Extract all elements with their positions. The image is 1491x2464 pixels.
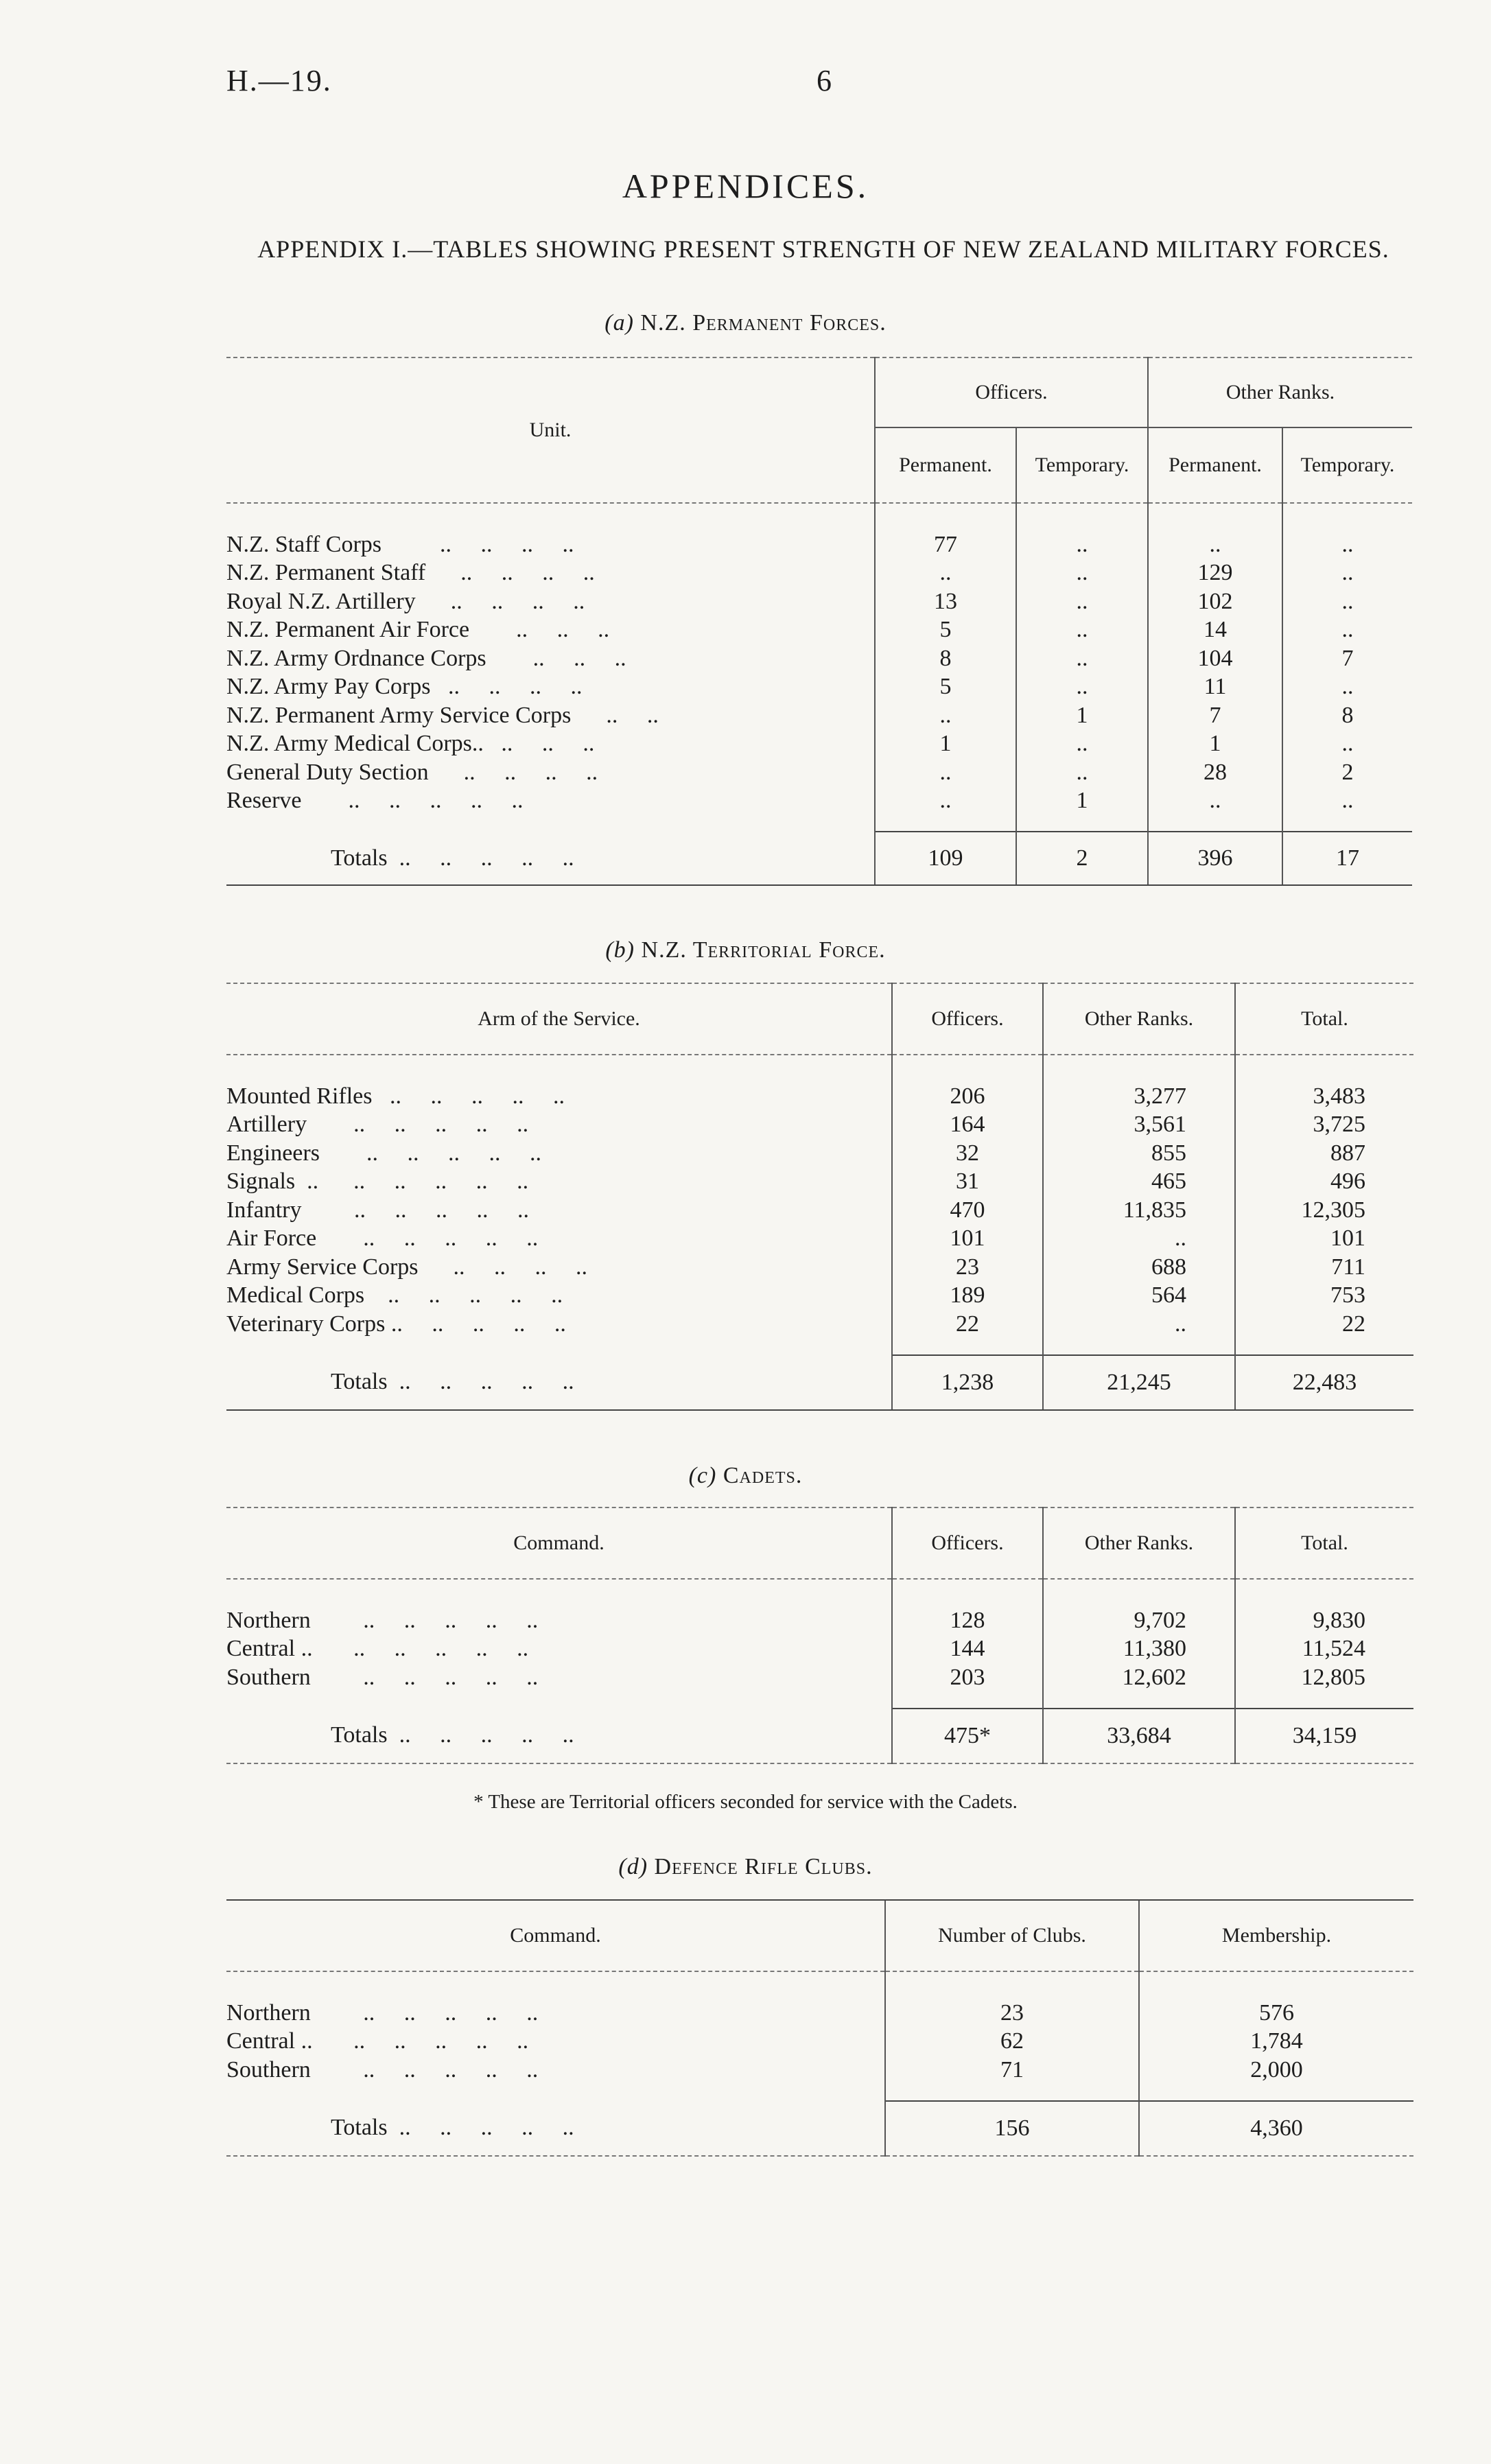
officers-value: 101 (892, 1225, 1043, 1254)
header-command: Command. (226, 1900, 885, 1971)
officers-permanent: .. (875, 758, 1016, 787)
membership-value: 1,784 (1139, 2028, 1413, 2056)
other-permanent: 28 (1148, 758, 1282, 787)
section-title-cadets (0, 1463, 1491, 1489)
officers-permanent: 5 (875, 616, 1016, 645)
header-officers: Officers. (892, 1507, 1043, 1579)
officers-temporary: .. (1016, 559, 1148, 588)
total-officers-temporary: 2 (1016, 832, 1148, 885)
other-ranks-value: 3,277 (1043, 1082, 1235, 1111)
header-total: Total. (1235, 1507, 1413, 1579)
command-name: Central .. .. .. .. .. .. (226, 2028, 529, 2054)
officers-permanent: .. (875, 701, 1016, 730)
table-row (226, 644, 1412, 673)
officers-value: 189 (892, 1282, 1043, 1311)
header-officers-permanent: Permanent. (875, 427, 1016, 503)
other-permanent: .. (1148, 530, 1282, 559)
officers-value: 23 (892, 1253, 1043, 1282)
officers-permanent: .. (875, 559, 1016, 588)
header-other-temporary: Temporary. (1282, 427, 1412, 503)
officers-value: 144 (892, 1635, 1043, 1664)
section-heading: N.Z. Territorial Force. (641, 937, 886, 963)
other-ranks-value: .. (1043, 1225, 1235, 1254)
total-value: 3,483 (1235, 1082, 1413, 1111)
other-permanent: 1 (1148, 730, 1282, 759)
table-row (226, 1282, 1413, 1311)
table-row (226, 1310, 1413, 1339)
officers-permanent: 5 (875, 673, 1016, 702)
unit-name: N.Z. Permanent Army Service Corps .. .. (226, 702, 659, 728)
unit-name: General Duty Section .. .. .. .. (226, 759, 598, 785)
other-temporary: .. (1282, 616, 1412, 645)
other-temporary: 8 (1282, 701, 1412, 730)
header-unit: Unit. (226, 357, 875, 503)
header-command: Command. (226, 1507, 892, 1579)
arm-name: Engineers .. .. .. .. .. (226, 1140, 541, 1166)
officers-temporary: .. (1016, 530, 1148, 559)
officers-temporary: 1 (1016, 787, 1148, 816)
officers-permanent: .. (875, 787, 1016, 816)
other-permanent: 7 (1148, 701, 1282, 730)
totals-row (226, 832, 1412, 885)
header-membership: Membership. (1139, 1900, 1413, 1971)
arm-name: Signals .. .. .. .. .. .. (226, 1169, 529, 1195)
total-value: 12,305 (1235, 1196, 1413, 1225)
command-name: Northern .. .. .. .. .. (226, 1999, 539, 2026)
table-row (226, 1999, 1413, 2028)
officers-permanent: 77 (875, 530, 1016, 559)
other-temporary: .. (1282, 530, 1412, 559)
cadets-table (226, 1507, 1413, 1764)
table-row (226, 530, 1412, 559)
total-other-ranks: 21,245 (1043, 1355, 1235, 1410)
officers-permanent: 1 (875, 730, 1016, 759)
table-row (226, 1253, 1413, 1282)
table-row (226, 587, 1412, 616)
table-row (226, 2028, 1413, 2056)
unit-name: Reserve .. .. .. .. .. (226, 788, 524, 814)
other-ranks-value: 465 (1043, 1168, 1235, 1197)
officers-value: 206 (892, 1082, 1043, 1111)
officers-value: 32 (892, 1139, 1043, 1168)
officers-value: 164 (892, 1111, 1043, 1140)
total-value: 12,805 (1235, 1663, 1413, 1692)
total-value: 496 (1235, 1168, 1413, 1197)
unit-name: N.Z. Army Medical Corps.. .. .. .. (226, 731, 595, 757)
other-temporary: .. (1282, 673, 1412, 702)
unit-name: N.Z. Army Ordnance Corps .. .. .. (226, 645, 626, 671)
officers-temporary: .. (1016, 673, 1148, 702)
totals-row (226, 2101, 1413, 2156)
header-other-permanent: Permanent. (1148, 427, 1282, 503)
section-prefix: (a) (604, 310, 634, 336)
header-officers: Officers. (892, 983, 1043, 1055)
section-title-permanent (0, 310, 1491, 336)
section-title-territorial (0, 937, 1491, 963)
totals-row (226, 1355, 1413, 1410)
other-ranks-value: 3,561 (1043, 1111, 1235, 1140)
other-temporary: .. (1282, 787, 1412, 816)
table-row (226, 787, 1412, 816)
total-clubs: 156 (885, 2101, 1139, 2156)
table-row (226, 1139, 1413, 1168)
officers-value: 128 (892, 1606, 1043, 1635)
officers-permanent: 8 (875, 644, 1016, 673)
unit-name: Royal N.Z. Artillery .. .. .. .. (226, 588, 585, 614)
section-heading: Defence Rifle Clubs. (654, 1854, 873, 1879)
total-value: 3,725 (1235, 1111, 1413, 1140)
other-ranks-value: 855 (1043, 1139, 1235, 1168)
grand-total: 34,159 (1235, 1709, 1413, 1763)
totals-label: Totals .. .. .. .. .. (226, 1709, 892, 1763)
other-permanent: 104 (1148, 644, 1282, 673)
unit-name: N.Z. Army Pay Corps .. .. .. .. (226, 674, 583, 700)
other-permanent: .. (1148, 787, 1282, 816)
officers-value: 22 (892, 1310, 1043, 1339)
totals-label: Totals .. .. .. .. .. (226, 832, 875, 885)
clubs-value: 62 (885, 2028, 1139, 2056)
officers-temporary: .. (1016, 730, 1148, 759)
other-temporary: 2 (1282, 758, 1412, 787)
territorial-force-table (226, 983, 1413, 1411)
table-row (226, 1196, 1413, 1225)
table-row (226, 616, 1412, 645)
table-row (226, 1606, 1413, 1635)
other-ranks-value: .. (1043, 1310, 1235, 1339)
other-permanent: 129 (1148, 559, 1282, 588)
total-value: 22 (1235, 1310, 1413, 1339)
page-reference: H.—19. (226, 64, 332, 97)
membership-value: 576 (1139, 1999, 1413, 2028)
other-ranks-value: 12,602 (1043, 1663, 1235, 1692)
arm-name: Air Force .. .. .. .. .. (226, 1225, 539, 1252)
other-temporary: .. (1282, 559, 1412, 588)
clubs-value: 23 (885, 1999, 1139, 2028)
page-title: APPENDICES. (622, 167, 869, 205)
header-number-of-clubs: Number of Clubs. (885, 1900, 1139, 1971)
officers-temporary: .. (1016, 758, 1148, 787)
section-heading: Cadets. (723, 1463, 803, 1488)
officers-permanent: 13 (875, 587, 1016, 616)
arm-name: Artillery .. .. .. .. .. (226, 1112, 529, 1138)
total-other-temporary: 17 (1282, 832, 1412, 885)
grand-total: 22,483 (1235, 1355, 1413, 1410)
header-officers-temporary: Temporary. (1016, 427, 1148, 503)
arm-name: Medical Corps .. .. .. .. .. (226, 1282, 563, 1309)
unit-name: N.Z. Permanent Staff .. .. .. .. (226, 560, 595, 586)
other-permanent: 11 (1148, 673, 1282, 702)
total-other-ranks: 33,684 (1043, 1709, 1235, 1763)
other-ranks-value: 11,835 (1043, 1196, 1235, 1225)
table-row (226, 559, 1412, 588)
total-value: 9,830 (1235, 1606, 1413, 1635)
total-officers: 1,238 (892, 1355, 1043, 1410)
table-row (226, 730, 1412, 759)
table-row (226, 673, 1412, 702)
totals-row (226, 1709, 1413, 1763)
section-prefix: (b) (605, 937, 635, 963)
other-ranks-value: 9,702 (1043, 1606, 1235, 1635)
header-arm: Arm of the Service. (226, 983, 892, 1055)
command-name: Central .. .. .. .. .. .. (226, 1636, 529, 1662)
arm-name: Veterinary Corps .. .. .. .. .. (226, 1311, 566, 1337)
officers-value: 470 (892, 1196, 1043, 1225)
total-membership: 4,360 (1139, 2101, 1413, 2156)
unit-name: N.Z. Staff Corps .. .. .. .. (226, 531, 574, 557)
other-ranks-value: 688 (1043, 1253, 1235, 1282)
total-value: 11,524 (1235, 1635, 1413, 1664)
permanent-forces-table (226, 357, 1412, 886)
total-officers: 475* (892, 1709, 1043, 1763)
total-value: 711 (1235, 1253, 1413, 1282)
other-permanent: 14 (1148, 616, 1282, 645)
totals-label: Totals .. .. .. .. .. (226, 1355, 892, 1410)
section-prefix: (c) (688, 1463, 717, 1488)
arm-name: Army Service Corps .. .. .. .. (226, 1254, 588, 1280)
table-row (226, 758, 1412, 787)
section-heading: N.Z. Permanent Forces. (640, 310, 887, 336)
arm-name: Mounted Rifles .. .. .. .. .. (226, 1083, 565, 1109)
other-ranks-value: 564 (1043, 1282, 1235, 1311)
table-row (226, 701, 1412, 730)
header-other-ranks: Other Ranks. (1043, 983, 1235, 1055)
cadets-footnote: * These are Territorial officers seconded for service with the Cadets. (473, 1791, 1018, 1813)
clubs-value: 71 (885, 2056, 1139, 2085)
total-officers-permanent: 109 (875, 832, 1016, 885)
table-row (226, 1225, 1413, 1254)
table-row (226, 1635, 1413, 1664)
total-value: 887 (1235, 1139, 1413, 1168)
total-other-permanent: 396 (1148, 832, 1282, 885)
total-value: 753 (1235, 1282, 1413, 1311)
command-name: Southern .. .. .. .. .. (226, 2056, 539, 2082)
rifle-clubs-table (226, 1899, 1413, 2157)
officers-temporary: 1 (1016, 701, 1148, 730)
header-other-ranks: Other Ranks. (1043, 1507, 1235, 1579)
totals-label: Totals .. .. .. .. .. (226, 2101, 885, 2156)
table-row (226, 1168, 1413, 1197)
officers-temporary: .. (1016, 587, 1148, 616)
other-temporary: 7 (1282, 644, 1412, 673)
table-row (226, 1111, 1413, 1140)
table-row (226, 1663, 1413, 1692)
unit-name: N.Z. Permanent Air Force .. .. .. (226, 617, 610, 643)
table-row (226, 2056, 1413, 2085)
table-row (226, 1082, 1413, 1111)
command-name: Southern .. .. .. .. .. (226, 1664, 539, 1690)
section-title-rifle-clubs (0, 1854, 1491, 1880)
other-temporary: .. (1282, 730, 1412, 759)
page-number: 6 (817, 64, 832, 97)
command-name: Northern .. .. .. .. .. (226, 1607, 539, 1633)
other-permanent: 102 (1148, 587, 1282, 616)
other-ranks-value: 11,380 (1043, 1635, 1235, 1664)
total-value: 101 (1235, 1225, 1413, 1254)
officers-value: 203 (892, 1663, 1043, 1692)
header-officers: Officers. (875, 357, 1148, 427)
other-temporary: .. (1282, 587, 1412, 616)
header-other-ranks: Other Ranks. (1148, 357, 1412, 427)
officers-value: 31 (892, 1168, 1043, 1197)
header-total: Total. (1235, 983, 1413, 1055)
arm-name: Infantry .. .. .. .. .. (226, 1197, 530, 1223)
officers-temporary: .. (1016, 644, 1148, 673)
membership-value: 2,000 (1139, 2056, 1413, 2085)
officers-temporary: .. (1016, 616, 1148, 645)
section-prefix: (d) (618, 1854, 648, 1879)
appendix-title: APPENDIX I.—TABLES SHOWING PRESENT STRENGTH OF NEW ZEALAND MILITARY FORCES. (257, 235, 1389, 263)
